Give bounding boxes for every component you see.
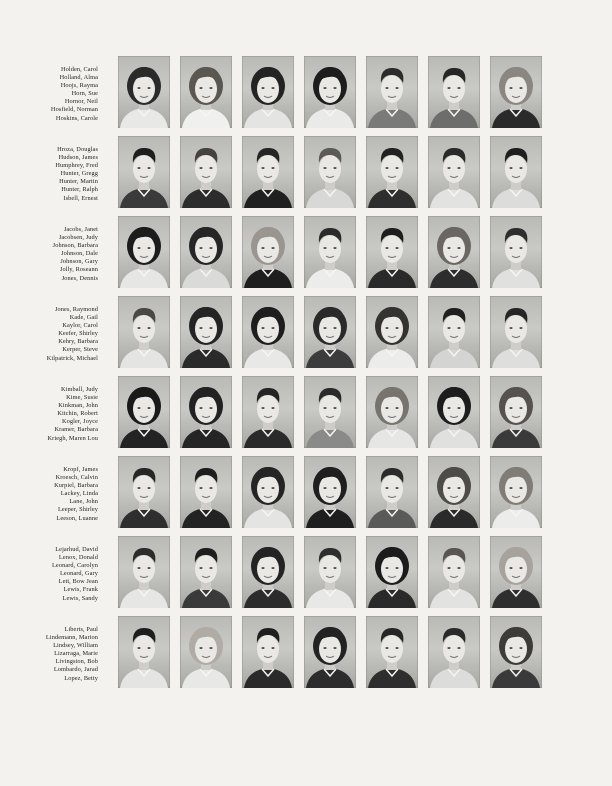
student-portrait-photo: [490, 616, 542, 688]
student-portrait-photo: [242, 376, 294, 448]
student-portrait-photo: [366, 56, 418, 128]
student-portrait-photo: [304, 136, 356, 208]
student-name: Kerper, Steve: [62, 346, 98, 354]
student-portrait-photo: [366, 536, 418, 608]
student-name: Hunter, Ralph: [61, 186, 98, 194]
student-name: Liberts, Paul: [64, 626, 98, 633]
student-name: Isbell, Ernest: [63, 194, 98, 202]
student-portrait-photo: [304, 216, 356, 288]
student-name: Jones, Raymond: [54, 306, 98, 313]
student-name: Kogler, Joyce: [61, 418, 98, 426]
student-name: Lejarhud, David: [55, 546, 98, 553]
student-name: Leeson, Luanne: [56, 514, 98, 522]
student-name: Livingston, Bob: [55, 658, 98, 666]
student-name: Kurpiel, Barbara: [54, 482, 98, 490]
student-portrait-photo: [490, 56, 542, 128]
student-name: Lopez, Betty: [64, 674, 98, 682]
student-portrait-photo: [428, 456, 480, 528]
student-name: Leonard, Gary: [59, 570, 98, 578]
student-portrait-photo: [428, 296, 480, 368]
student-name: Kehry, Barbara: [58, 338, 98, 346]
name-list: [10, 66, 98, 123]
student-portrait-photo: [242, 296, 294, 368]
student-name: Kropf, James: [63, 466, 98, 473]
student-portrait-photo: [118, 296, 170, 368]
student-portrait-photo: [180, 456, 232, 528]
student-name: Leeper, Shirley: [57, 506, 98, 514]
student-name: Lizarraga, Marie: [54, 650, 98, 658]
name-list: [10, 146, 98, 203]
student-portrait-photo: [366, 296, 418, 368]
student-portrait-photo: [304, 456, 356, 528]
student-portrait-photo: [118, 56, 170, 128]
student-name: Lenox, Donald: [58, 554, 98, 562]
student-portrait-photo: [304, 56, 356, 128]
student-portrait-photo: [180, 536, 232, 608]
student-portrait-photo: [180, 136, 232, 208]
student-name: Hunter, Gregg: [60, 170, 98, 178]
student-name: Hornor, Neil: [64, 98, 98, 106]
student-portrait-photo: [304, 536, 356, 608]
student-name: Kade, Gail: [69, 314, 98, 322]
student-name: Humphrey, Fred: [55, 162, 98, 170]
student-name: Holland, Alma: [59, 74, 98, 82]
student-name: Kaylor, Carol: [62, 322, 98, 330]
student-portrait-photo: [242, 536, 294, 608]
student-name: Horn, Sue: [71, 90, 98, 98]
student-name: Jones, Dennis: [61, 274, 98, 282]
student-portrait-photo: [242, 56, 294, 128]
student-name: Lindemann, Marion: [45, 634, 98, 642]
student-portrait-photo: [118, 216, 170, 288]
student-name: Lett, Bow Jean: [58, 578, 98, 586]
student-name: Kilpatrick, Michael: [46, 354, 98, 362]
student-name: Jacobsen, Judy: [58, 234, 98, 242]
student-portrait-photo: [366, 216, 418, 288]
student-portrait-photo: [366, 456, 418, 528]
student-name: Lewis, Sandy: [62, 594, 98, 602]
name-list: [10, 546, 98, 603]
student-name: Lewis, Frank: [63, 586, 98, 594]
student-name: Hudson, James: [58, 154, 98, 162]
student-name: Lombardo, Jarad: [53, 666, 98, 674]
student-name: Jolly, Roseann: [59, 266, 98, 274]
student-portrait-photo: [490, 296, 542, 368]
student-portrait-photo: [428, 616, 480, 688]
student-portrait-photo: [118, 376, 170, 448]
student-portrait-photo: [242, 616, 294, 688]
student-portrait-photo: [490, 136, 542, 208]
student-portrait-photo: [242, 456, 294, 528]
student-name: Lackey, Linda: [60, 490, 98, 498]
student-portrait-photo: [242, 136, 294, 208]
student-name: Kroesch, Calvin: [55, 474, 98, 482]
student-name: Kitchin, Robert: [57, 410, 98, 418]
name-list: [10, 466, 98, 523]
student-portrait-photo: [304, 616, 356, 688]
student-portrait-photo: [428, 536, 480, 608]
student-name: Johnson, Dale: [61, 250, 98, 258]
student-portrait-photo: [180, 296, 232, 368]
student-name: Johnson, Barbara: [52, 242, 98, 250]
name-list: [10, 226, 98, 283]
student-name: Lane, John: [69, 498, 98, 506]
student-name: Holden, Carol: [61, 66, 98, 73]
student-name: Johnson, Gary: [60, 258, 98, 266]
student-portrait-photo: [490, 456, 542, 528]
student-name: Lindsey, William: [53, 642, 98, 650]
student-name: Hosfield, Norman: [50, 106, 98, 114]
student-name: Keefer, Shirley: [58, 330, 98, 338]
student-portrait-photo: [428, 136, 480, 208]
student-portrait-photo: [490, 376, 542, 448]
student-portrait-photo: [304, 376, 356, 448]
student-name: Kinkman, John: [58, 402, 98, 410]
name-list: [10, 386, 98, 443]
student-portrait-photo: [118, 536, 170, 608]
student-portrait-photo: [490, 216, 542, 288]
student-portrait-photo: [490, 536, 542, 608]
student-portrait-photo: [366, 136, 418, 208]
student-name: Kramer, Barbara: [54, 426, 98, 434]
student-name: Leonard, Carolyn: [51, 562, 98, 570]
student-name: Hroza, Douglas: [57, 146, 98, 153]
student-portrait-photo: [180, 376, 232, 448]
student-portrait-photo: [366, 616, 418, 688]
student-portrait-photo: [180, 216, 232, 288]
name-list: [10, 306, 98, 363]
student-name: Kimball, Judy: [61, 386, 98, 393]
student-name: Hoskins, Carole: [55, 114, 98, 122]
student-portrait-photo: [118, 456, 170, 528]
student-portrait-photo: [428, 376, 480, 448]
student-portrait-photo: [366, 376, 418, 448]
student-name: Hunter, Martin: [59, 178, 98, 186]
student-name: Hoojs, Rayma: [60, 82, 98, 90]
student-portrait-photo: [304, 296, 356, 368]
student-portrait-photo: [118, 616, 170, 688]
student-name: Kriegh, Maren Lou: [47, 434, 98, 442]
student-name: Kime, Susie: [66, 394, 98, 402]
student-portrait-photo: [242, 216, 294, 288]
student-portrait-photo: [118, 136, 170, 208]
student-portrait-photo: [428, 56, 480, 128]
student-portrait-photo: [428, 216, 480, 288]
student-portrait-photo: [180, 616, 232, 688]
student-portrait-photo: [180, 56, 232, 128]
student-name: Jacobs, Janet: [63, 226, 98, 233]
name-list: [10, 626, 98, 683]
